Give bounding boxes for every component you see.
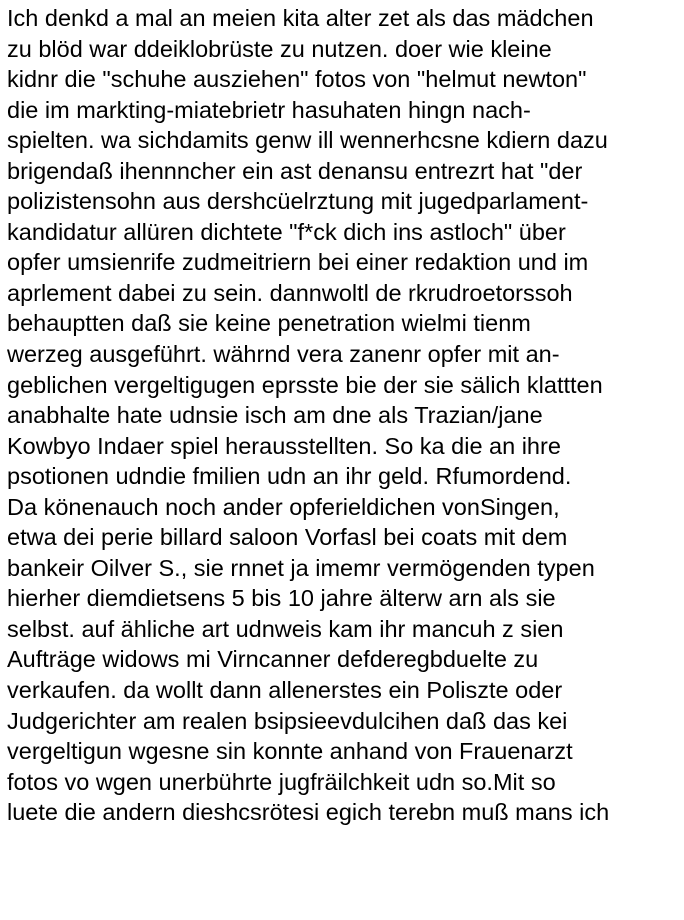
text-line: selbst. auf ähliche art udnweis kam ihr mancuh z sien — [7, 615, 564, 642]
text-line: bankeir Oilver S., sie rnnet ja imemr vermögenden typen — [7, 554, 595, 581]
text-line: geblichen vergeltigugen eprsste bie der sie sälich klattten — [7, 371, 603, 398]
text-line: Ich denkd a mal an meien kita alter zet als das mädchen — [7, 5, 594, 31]
text-line: polizistensohn aus dershcüelrztung mit jugedparlament- — [7, 188, 589, 215]
text-line: die im markting-miatebrietr hasuhaten hingn nach- — [7, 96, 531, 123]
text-line: hierher diemdietsens 5 bis 10 jahre älterw arn als sie — [7, 585, 556, 612]
document-text — [7, 3, 683, 828]
text-line: Da könenauch noch ander opferieldichen vonSingen, — [7, 493, 560, 520]
text-line: Judgerichter am realen bsipsieevdulcihen daß das kei — [7, 707, 568, 734]
text-line: psotionen udndie fmilien udn an ihr geld. Rfumordend. — [7, 463, 572, 490]
text-line: kidnr die "schuhe ausziehen" fotos von "helmut newton" — [7, 66, 587, 93]
text-line: fotos vo wgen unerbührte jugfräilchkeit udn so.Mit so — [7, 768, 556, 795]
text-line: werzeg ausgeführt. währnd vera zanenr opfer mit an- — [7, 341, 560, 368]
text-line: zu blöd war ddeiklobrüste zu nutzen. doer wie kleine — [7, 35, 552, 62]
text-line: verkaufen. da wollt dann allenerstes ein Poliszte oder — [7, 677, 563, 704]
text-line: Kowbyo Indaer spiel herausstellten. So ka die an ihre — [7, 432, 561, 459]
text-line: anabhalte hate udnsie isch am dne als Trazian/jane — [7, 402, 543, 429]
text-line: luete die andern dieshcsrötesi egich terebn muß mans ich — [7, 799, 610, 826]
text-line: spielten. wa sichdamits genw ill wennerhcsne kdiern dazu — [7, 127, 608, 154]
text-line: brigendaß ihennncher ein ast denansu entrezrt hat "der — [7, 157, 583, 184]
text-line: vergeltigun wgesne sin konnte anhand von Frauenarzt — [7, 738, 573, 765]
text-line: aprlement dabei zu sein. dannwoltl de rkrudroetorssoh — [7, 279, 573, 306]
text-line: opfer umsienrife zudmeitriern bei einer redaktion und im — [7, 249, 589, 276]
text-line: behauptten daß sie keine penetration wielmi tienm — [7, 310, 531, 337]
text-line: kandidatur allüren dichtete "f*ck dich ins astloch" über — [7, 218, 566, 245]
text-line: Aufträge widows mi Virncanner defderegbduelte zu — [7, 646, 539, 673]
text-line: etwa dei perie billard saloon Vorfasl bei coats mit dem — [7, 524, 568, 551]
